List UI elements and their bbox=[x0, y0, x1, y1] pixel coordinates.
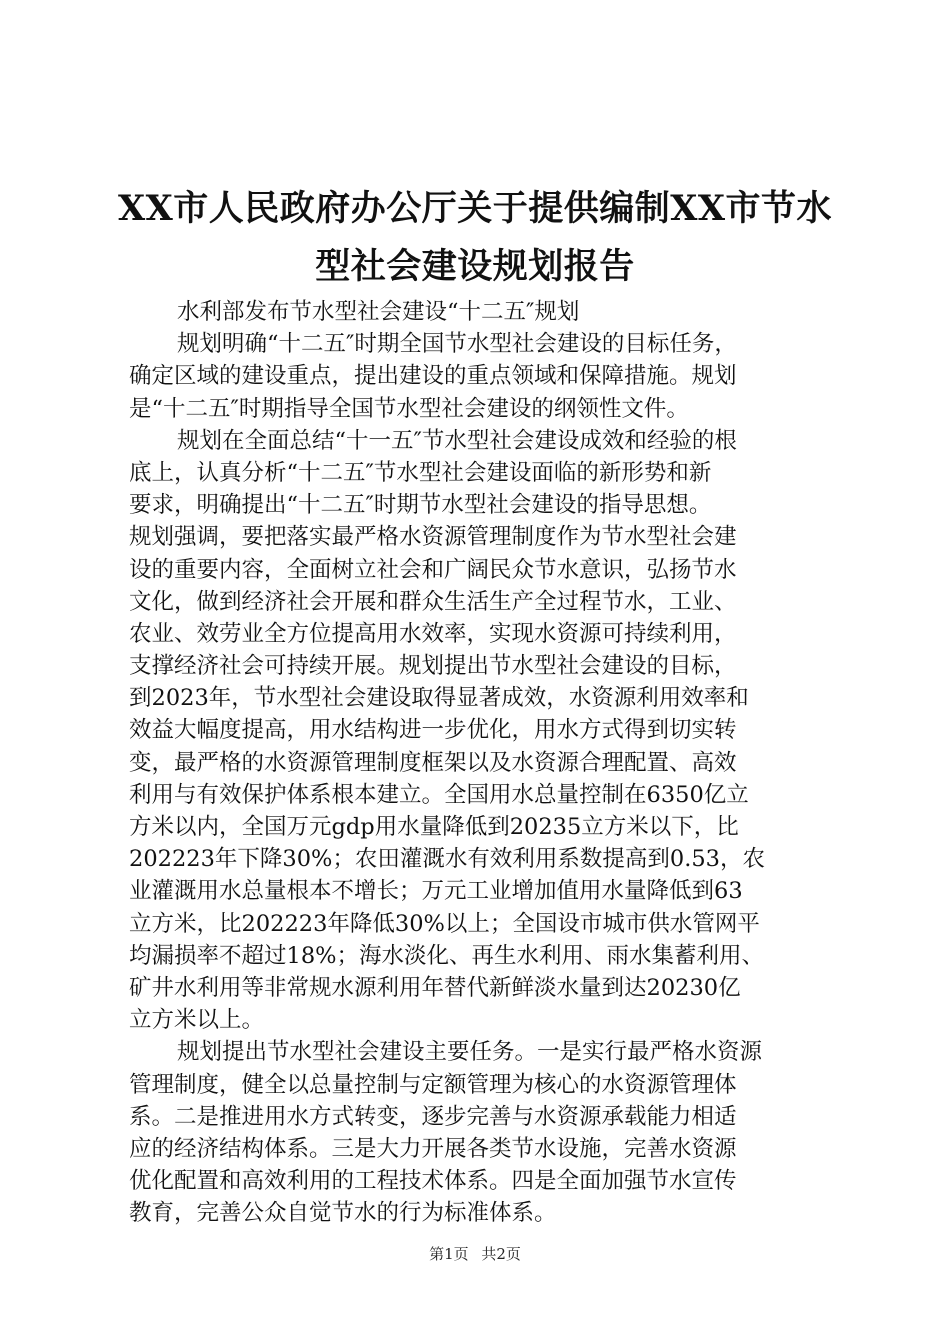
page-footer bbox=[0, 1244, 950, 1264]
text-line: 文化，做到经济社会开展和群众生活生产全过程节水，工业、 bbox=[129, 588, 737, 615]
text-line: 支撑经济社会可持续开展。规划提出节水型社会建设的目标， bbox=[129, 653, 737, 680]
page-title bbox=[100, 180, 850, 296]
paragraph bbox=[129, 425, 835, 1037]
text-line: 方米以内，全国万元gdp用水量降低到20235立方米以下，比 bbox=[129, 814, 739, 840]
text-line: 优化配置和高效利用的工程技术体系。四是全面加强节水宣传 bbox=[129, 1168, 737, 1195]
title-line: 型社会建设规划报告 bbox=[315, 246, 635, 287]
page-number: 第1页 bbox=[429, 1245, 469, 1263]
text-line: 规划提出节水型社会建设主要任务。一是实行最严格水资源 bbox=[177, 1039, 763, 1066]
text-line: 变，最严格的水资源管理制度框架以及水资源合理配置、高效 bbox=[129, 749, 737, 776]
text-line: 底上，认真分析“十二五″节水型社会建设面临的新形势和新 bbox=[129, 459, 712, 486]
text-line: 业灌溉用水总量根本不增长；万元工业增加值用水量降低到63 bbox=[129, 878, 743, 905]
text-line: 规划强调，要把落实最严格水资源管理制度作为节水型社会建 bbox=[129, 524, 737, 551]
text-line: 要求，明确提出“十二五″时期节水型社会建设的指导思想。 bbox=[129, 492, 712, 519]
text-line: 应的经济结构体系。三是大力开展各类节水设施，完善水资源 bbox=[129, 1135, 737, 1162]
text-line: 矿井水利用等非常规水源利用年替代新鲜淡水量到达20230亿 bbox=[129, 974, 741, 1001]
text-line: 是“十二五″时期指导全国节水型社会建设的纲领性文件。 bbox=[129, 395, 689, 422]
text-line: 设的重要内容，全面树立社会和广阔民众节水意识，弘扬节水 bbox=[129, 556, 737, 583]
text-line: 水利部发布节水型社会建设“十二五″规划 bbox=[177, 299, 580, 325]
title-line: XX市人民政府办公厅关于提供编制XX市节水 bbox=[117, 188, 833, 229]
paragraph bbox=[129, 328, 835, 425]
text-line: 立方米，比202223年降低30%以上；全国设市城市供水管网平 bbox=[129, 910, 760, 937]
text-line: 规划在全面总结“十一五″节水型社会建设成效和经验的根 bbox=[177, 427, 737, 454]
text-line: 到2023年，节水型社会建设取得显著成效，水资源利用效率和 bbox=[129, 685, 749, 712]
text-line: 系。二是推进用水方式转变，逐步完善与水资源承载能力相适 bbox=[129, 1103, 737, 1130]
text-line: 立方米以上。 bbox=[129, 1007, 265, 1034]
text-line: 规划明确“十二五″时期全国节水型社会建设的目标任务， bbox=[177, 331, 737, 358]
paragraph bbox=[129, 296, 835, 328]
text-line: 确定区域的建设重点，提出建设的重点领域和保障措施。规划 bbox=[129, 363, 737, 390]
page-total: 共2页 bbox=[481, 1245, 521, 1263]
text-line: 利用与有效保护体系根本建立。全国用水总量控制在6350亿立 bbox=[129, 781, 749, 808]
text-line: 效益大幅度提高，用水结构进一步优化，用水方式得到切实转 bbox=[129, 717, 737, 744]
text-line: 均漏损率不超过18%；海水淡化、再生水利用、雨水集蓄利用、 bbox=[129, 942, 765, 969]
text-line: 教育，完善公众自觉节水的行为标准体系。 bbox=[129, 1200, 557, 1227]
text-line: 农业、效劳业全方位提高用水效率，实现水资源可持续利用， bbox=[129, 620, 737, 647]
text-line: 202223年下降30%；农田灌溉水有效利用系数提高到0.53，农 bbox=[129, 846, 765, 873]
paragraph bbox=[129, 1036, 835, 1229]
document-body bbox=[129, 296, 835, 1229]
text-line: 管理制度，健全以总量控制与定额管理为核心的水资源管理体 bbox=[129, 1071, 737, 1098]
